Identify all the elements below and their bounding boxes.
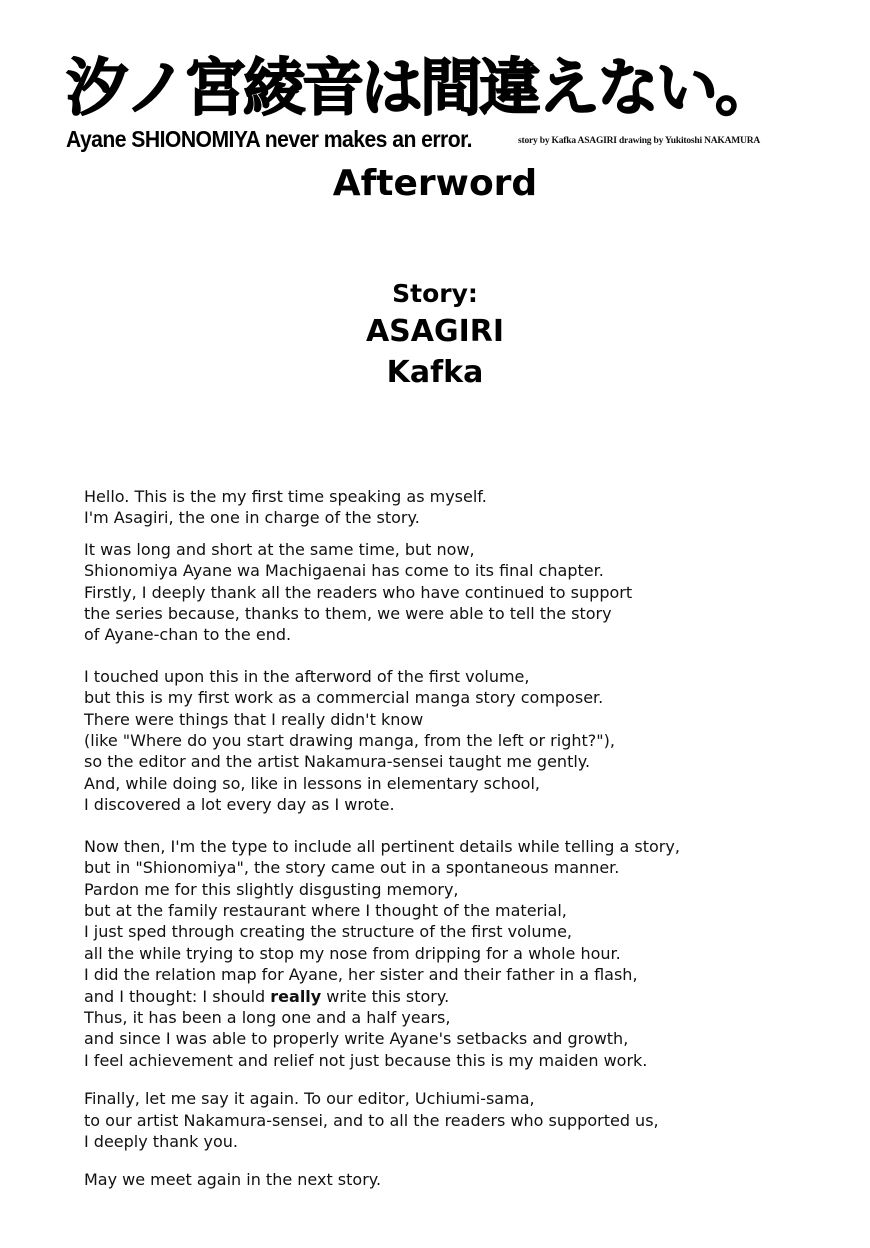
paragraph-greeting: Hello. This is the my first time speaking as myself. I'm Asagiri, the one in charge of the story. bbox=[84, 487, 487, 528]
japanese-series-title: 汐ノ宮綾音は間違えない。 bbox=[66, 51, 775, 124]
series-credits: story by Kafka ASAGIRI drawing by Yukitoshi NAKAMURA bbox=[518, 136, 761, 146]
paragraph-story-origin bbox=[84, 836, 804, 1071]
series-header bbox=[66, 48, 806, 153]
afterword-heading: Afterword bbox=[332, 163, 538, 204]
paragraph-final-thanks: Finally, let me say it again. To our editor, Uchiumi-sama, to our artist Nakamura-sensei, and to all the readers who supported us, I deeply thank you. bbox=[84, 1089, 659, 1151]
author-first-name: Kafka bbox=[386, 355, 484, 390]
author-last-name: ASAGIRI bbox=[365, 314, 505, 349]
story-label: Story: bbox=[392, 279, 478, 308]
paragraph-story-origin-start: Now then, I'm the type to include all pertinent details while telling a story, but in "Shionomiya", the story came out in a spontaneous manner. Pardon me for this slightly disgusting memory, but at the family restaurant where I thought of the material, I just sped through creating the structure of the first volume, all the while trying to stop my nose from dripping for a whole hour. I did the relation map for Ayane, her sister and their father in a flash, and I thought: I should bbox=[84, 836, 680, 1006]
english-series-title: Ayane SHIONOMIYA never makes an error. bbox=[66, 126, 472, 152]
paragraph-first-work: I touched upon this in the afterword of the first volume, but this is my first work as a commercial manga story composer. There were things that I really didn't know (like "Where do you start drawing manga, from the left or right?"), so the editor and the artist Nakamura-sensei taught me gently. And, while doing so, like in lessons in elementary school, I discovered a lot every day as I wrote. bbox=[84, 666, 615, 815]
paragraph-thanks: It was long and short at the same time, but now, Shionomiya Ayane wa Machigaenai has come to its final chapter. Firstly, I deeply thank all the readers who have continued to support the series because, thanks to them, we were able to tell the story of Ayane-chan to the end. bbox=[84, 539, 633, 645]
paragraph-story-origin-end: write this story. Thus, it has been a long one and a half years, and since I was able to properly write Ayane's setbacks and growth, I feel achievement and relief not just because this is my maiden work. bbox=[84, 986, 648, 1070]
paragraph-farewell: May we meet again in the next story. bbox=[84, 1170, 382, 1190]
afterword-body bbox=[84, 486, 804, 1191]
emphasized-word: really bbox=[270, 986, 322, 1006]
